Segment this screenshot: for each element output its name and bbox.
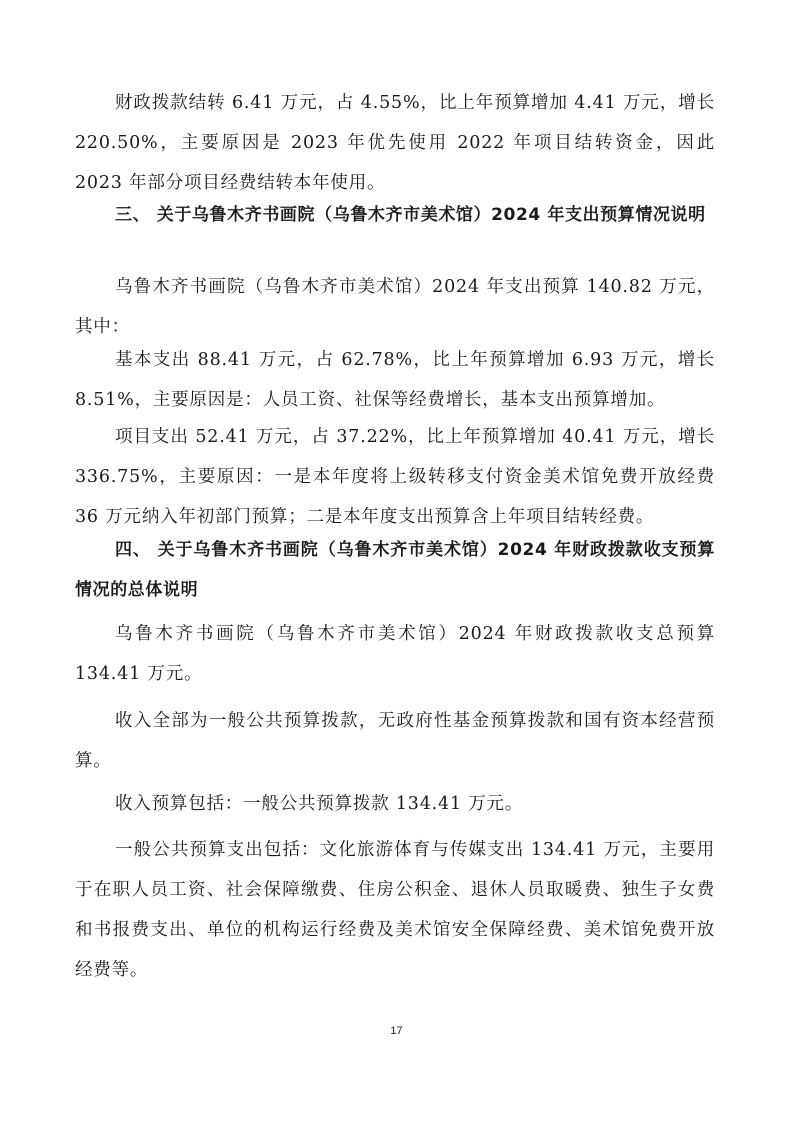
paragraph-income-composition: 收入全部为一般公共预算拨款，无政府性基金预算拨款和国有资本经营预算。 [75, 711, 715, 771]
paragraph-basic-expenditure: 基本支出 88.41 万元，占 62.78%，比上年预算增加 6.93 万元，增长 8.51%，主要原因是：人员工资、社保等经费增长，基本支出预算增加。 [75, 350, 715, 410]
paragraph-project-expenditure: 项目支出 52.41 万元，占 37.22%，比上年预算增加 40.41 万元，增长 336.75%，主要原因：一是本年度将上级转移支付资金美术馆免费开放经费 36 万元纳入年初部门预算；二是本年度支出预算含上年项目结转经费。 [75, 427, 715, 527]
paragraph-public-expenditure: 一般公共预算支出包括：文化旅游体育与传媒支出 134.41 万元，主要用于在职人员工资、社会保障缴费、住房公积金、退休人员取暖费、独生子女费和书报费支出、单位的机构运行经费及美术馆安全保障经费、美术馆免费开放经费等。 [75, 840, 715, 980]
section-heading-4: 四、 关于乌鲁木齐书画院（乌鲁木齐市美术馆）2024 年财政拨款收支预算情况的总体说明 [75, 540, 715, 600]
page-number: 17 [390, 1025, 403, 1037]
paragraph-income-budget: 收入预算包括：一般公共预算拨款 134.41 万元。 [115, 794, 524, 814]
paragraph-expenditure-total: 乌鲁木齐书画院（乌鲁木齐市美术馆）2024 年支出预算 140.82 万元，其中： [75, 277, 715, 337]
section-heading-3: 三、 关于乌鲁木齐书画院（乌鲁木齐市美术馆）2024 年支出预算情况说明 [115, 205, 706, 225]
paragraph-fiscal-total: 乌鲁木齐书画院（乌鲁木齐市美术馆）2024 年财政拨款收支总预算 134.41 万元。 [75, 624, 715, 684]
paragraph-carryover-funds: 财政拨款结转 6.41 万元，占 4.55%，比上年预算增加 4.41 万元，增长 220.50%，主要原因是 2023 年优先使用 2022 年项目结转资金，因此 2023 年部分项目经费结转本年使用。 [75, 93, 715, 193]
